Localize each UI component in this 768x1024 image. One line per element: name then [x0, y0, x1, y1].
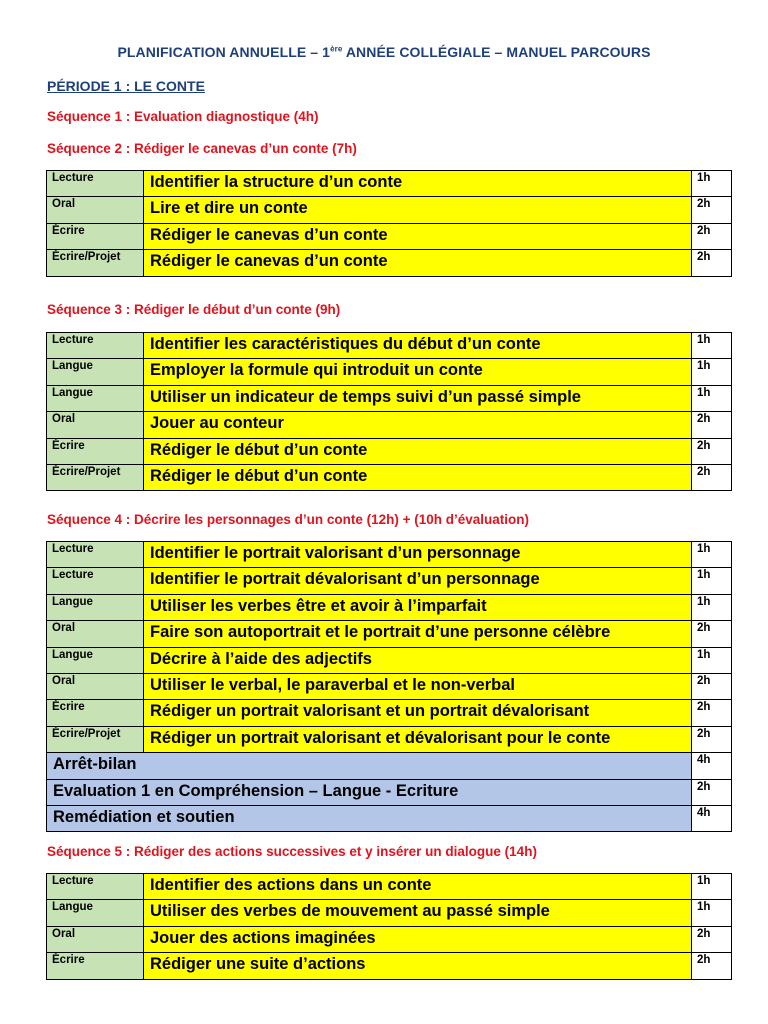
- table-row: [47, 673, 732, 699]
- skill-cell: Langue: [47, 385, 144, 411]
- duration-cell: 1h: [692, 568, 732, 594]
- page-title: PLANIFICATION ANNUELLE – 1ère ANNÉE COLLÉGIALE – MANUEL PARCOURS: [117, 44, 651, 60]
- activity-cell: Utiliser le verbal, le paraverbal et le non-verbal: [144, 673, 692, 699]
- duration-cell: 2h: [692, 700, 732, 726]
- sequence-3-title: Séquence 3 : Rédiger le début d’un conte (9h): [47, 302, 341, 317]
- activity-cell: Rédiger le début d’un conte: [144, 438, 692, 464]
- duration-cell: 1h: [692, 542, 732, 568]
- skill-cell: Lecture: [47, 568, 144, 594]
- activity-cell: Rédiger un portrait valorisant et un portrait dévalorisant: [144, 700, 692, 726]
- duration-cell: 4h: [692, 805, 732, 831]
- skill-cell: Écrire/Projet: [47, 464, 144, 490]
- table-row: [47, 726, 732, 752]
- duration-cell: 2h: [692, 438, 732, 464]
- activity-cell: Faire son autoportrait et le portrait d’une personne célèbre: [144, 621, 692, 647]
- table-row: [47, 700, 732, 726]
- activity-cell: Identifier des actions dans un conte: [144, 874, 692, 900]
- sequence-2-table: [46, 170, 732, 277]
- table-row: [47, 223, 732, 249]
- activity-cell: Employer la formule qui introduit un conte: [144, 359, 692, 385]
- duration-cell: 2h: [692, 250, 732, 276]
- skill-cell: Langue: [47, 359, 144, 385]
- skill-cell: Écrire: [47, 700, 144, 726]
- sequence-3-table: [46, 332, 732, 491]
- duration-cell: 1h: [692, 647, 732, 673]
- skill-cell: Oral: [47, 673, 144, 699]
- activity-cell: Identifier le portrait valorisant d’un personnage: [144, 542, 692, 568]
- activity-cell: Lire et dire un conte: [144, 197, 692, 223]
- skill-cell: Lecture: [47, 333, 144, 359]
- table-row: [47, 900, 732, 926]
- activity-cell: Identifier le portrait dévalorisant d’un personnage: [144, 568, 692, 594]
- sequence-2-title: Séquence 2 : Rédiger le canevas d’un conte (7h): [47, 141, 357, 156]
- duration-cell: 1h: [692, 385, 732, 411]
- table-row: [47, 621, 732, 647]
- table-row: [47, 412, 732, 438]
- skill-cell: Lecture: [47, 542, 144, 568]
- duration-cell: 1h: [692, 594, 732, 620]
- activity-cell: Rédiger le canevas d’un conte: [144, 223, 692, 249]
- table-row: [47, 250, 732, 276]
- bilan-activity-cell: Remédiation et soutien: [47, 805, 692, 831]
- table-row: [47, 333, 732, 359]
- duration-cell: 2h: [692, 223, 732, 249]
- duration-cell: 1h: [692, 359, 732, 385]
- bilan-row: [47, 753, 732, 779]
- activity-cell: Utiliser les verbes être et avoir à l’imparfait: [144, 594, 692, 620]
- skill-cell: Écrire: [47, 953, 144, 979]
- skill-cell: Écrire: [47, 438, 144, 464]
- sequence-4-table: [46, 541, 732, 832]
- table-row: [47, 197, 732, 223]
- table-row: [47, 953, 732, 979]
- table-row: [47, 385, 732, 411]
- skill-cell: Oral: [47, 926, 144, 952]
- table-row: [47, 464, 732, 490]
- skill-cell: Langue: [47, 647, 144, 673]
- duration-cell: 1h: [692, 900, 732, 926]
- table-row: [47, 438, 732, 464]
- bilan-row: [47, 779, 732, 805]
- skill-cell: Écrire/Projet: [47, 726, 144, 752]
- activity-cell: Rédiger une suite d’actions: [144, 953, 692, 979]
- skill-cell: Écrire/Projet: [47, 250, 144, 276]
- duration-cell: 1h: [692, 874, 732, 900]
- activity-cell: Rédiger le canevas d’un conte: [144, 250, 692, 276]
- table-row: [47, 874, 732, 900]
- duration-cell: 2h: [692, 953, 732, 979]
- sequence-5-table: [46, 873, 732, 980]
- duration-cell: 1h: [692, 171, 732, 197]
- duration-cell: 2h: [692, 926, 732, 952]
- bilan-activity-cell: Evaluation 1 en Compréhension – Langue - Ecriture: [47, 779, 692, 805]
- duration-cell: 2h: [692, 197, 732, 223]
- activity-cell: Jouer au conteur: [144, 412, 692, 438]
- table-row: [47, 542, 732, 568]
- table-row: [47, 594, 732, 620]
- period-heading: PÉRIODE 1 : LE CONTE: [47, 78, 205, 94]
- activity-cell: Identifier la structure d’un conte: [144, 171, 692, 197]
- activity-cell: Identifier les caractéristiques du début d’un conte: [144, 333, 692, 359]
- skill-cell: Oral: [47, 621, 144, 647]
- table-row: [47, 171, 732, 197]
- table-row: [47, 359, 732, 385]
- sequence-1-title: Séquence 1 : Evaluation diagnostique (4h): [47, 109, 319, 124]
- bilan-row: [47, 805, 732, 831]
- activity-cell: Utiliser un indicateur de temps suivi d’un passé simple: [144, 385, 692, 411]
- bilan-activity-cell: Arrêt-bilan: [47, 753, 692, 779]
- duration-cell: 2h: [692, 779, 732, 805]
- duration-cell: 2h: [692, 621, 732, 647]
- skill-cell: Écrire: [47, 223, 144, 249]
- skill-cell: Lecture: [47, 171, 144, 197]
- duration-cell: 2h: [692, 726, 732, 752]
- skill-cell: Oral: [47, 197, 144, 223]
- table-row: [47, 926, 732, 952]
- table-row: [47, 568, 732, 594]
- activity-cell: Rédiger un portrait valorisant et dévalorisant pour le conte: [144, 726, 692, 752]
- activity-cell: Jouer des actions imaginées: [144, 926, 692, 952]
- table-row: [47, 647, 732, 673]
- skill-cell: Lecture: [47, 874, 144, 900]
- duration-cell: 1h: [692, 333, 732, 359]
- skill-cell: Langue: [47, 594, 144, 620]
- activity-cell: Rédiger le début d’un conte: [144, 464, 692, 490]
- duration-cell: 2h: [692, 673, 732, 699]
- sequence-5-title: Séquence 5 : Rédiger des actions successives et y insérer un dialogue (14h): [47, 844, 537, 859]
- duration-cell: 2h: [692, 464, 732, 490]
- duration-cell: 2h: [692, 412, 732, 438]
- sequence-4-title: Séquence 4 : Décrire les personnages d’un conte (12h) + (10h d’évaluation): [47, 512, 530, 527]
- skill-cell: Oral: [47, 412, 144, 438]
- activity-cell: Décrire à l’aide des adjectifs: [144, 647, 692, 673]
- activity-cell: Utiliser des verbes de mouvement au passé simple: [144, 900, 692, 926]
- duration-cell: 4h: [692, 753, 732, 779]
- skill-cell: Langue: [47, 900, 144, 926]
